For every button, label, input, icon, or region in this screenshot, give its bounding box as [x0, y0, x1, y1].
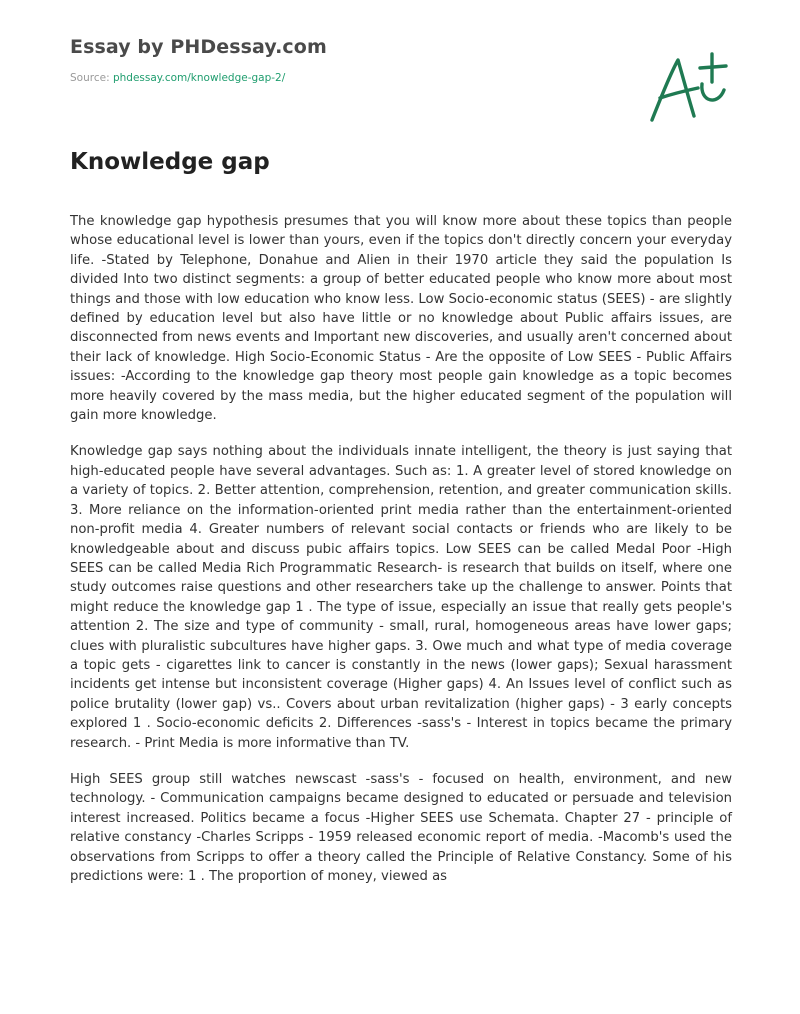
essay-body [70, 212, 732, 903]
paragraph: Knowledge gap says nothing about the individuals innate intelligent, the theory is just saying that high-educated people have several advantages. Such as: 1. A greater level of stored knowledge on a variety of topics. 2. Better attention, comprehension, retention, and greater communication skills. 3. More reliance on the information-oriented print media rather than the entertainment-oriented non-profit media 4. Greater numbers of relevant social contacts or friends who are likely to be knowledgeable about and discuss pubic affairs topics. Low SEES can be called Medal Poor -High SEES can be called Media Rich Programmatic Research- is research that builds on itself, where one study outcomes raise questions and other researchers take up the challenge to answer. Points that might reduce the knowledge gap 1 . The type of issue, especially an issue that really gets people's attention 2. The size and type of community - small, rural, homogeneous areas have lower gaps; clues with pluralistic subcultures have higher gaps. 3. Owe much and what type of media coverage a topic gets - cigarettes link to cancer is constantly in the news (lower gaps); Sexual harassment incidents get intense but inconsistent coverage (Higher gaps) 4. An Issues level of conflict such as police brutality (lower gap) vs.. Covers about urban revitalization (higher gaps) - 3 early concepts explored 1 . Socio-economic deficits 2. Differences -sass's - Interest in topics became the primary research. - Print Media is more informative than TV. [70, 444, 732, 751]
site-brand: Essay by PHDessay.com [70, 36, 327, 58]
source-link[interactable]: phdessay.com/knowledge-gap-2/ [112, 72, 286, 84]
page-header [70, 36, 730, 84]
paragraph: High SEES group still watches newscast -sass's - focused on health, environment, and new technology. - Communication campaigns became designed to educated or persuade and television interest increased. Politics became a focus -Higher SEES use Schemata. Chapter 27 - principle of relative constancy -Charles Scripps - 1959 released economic report of media. -Macomb's used the observations from Scripps to offer a theory called the Principle of Relative Constancy. Some of his predictions were: 1 . The proportion of money, viewed as [70, 771, 732, 884]
source-label: Source: [70, 72, 113, 84]
paragraph: The knowledge gap hypothesis presumes that you will know more about these topics than people whose educational level is lower than yours, even if the topics don't directly concern your everyday life. -Stated by Telephone, Donahue and Alien in their 1970 article they said the population Is divided Into two distinct segments: a group of better educated people who know more about most things and those with low education who know less. Low Socio-economic status (SEES) - are slightly defined by education level but also have little or no knowledge about Public affairs issues, are disconnected from news events and Important new discoveries, and usually aren't concerned about their lack of knowledge. High Socio-Economic Status - Are the opposite of Low SEES - Public Affairs issues: -According to the knowledge gap theory most people gain knowledge as a topic becomes more heavily covered by the mass media, but the higher educated segment of the population will gain more knowledge. [70, 214, 732, 424]
page-title: Knowledge gap [70, 149, 270, 175]
a-plus-grade-icon [640, 44, 740, 134]
source-line [70, 72, 730, 84]
